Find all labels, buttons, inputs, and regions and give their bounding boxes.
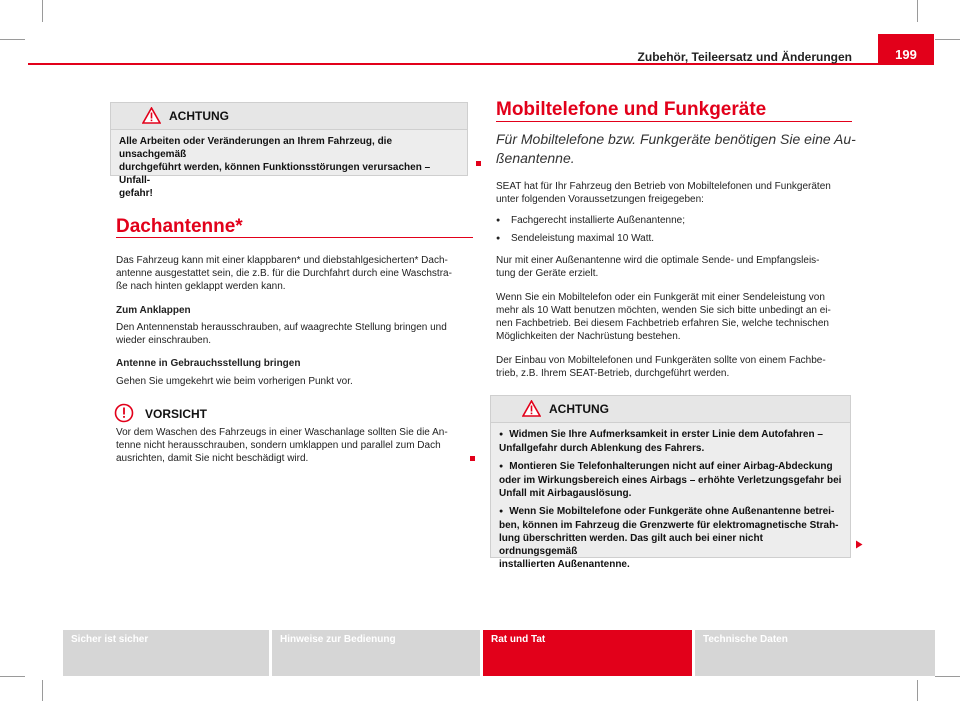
text-line: ße nach hinten geklappt werden kann. <box>116 281 286 292</box>
anklappen-paragraph <box>116 321 476 347</box>
crop-mark <box>42 680 43 701</box>
warning-item <box>499 428 842 455</box>
text-line: mehr als 10 Watt benutzen möchten, wenden Sie sich bitte unbedingt an ei- <box>496 305 831 316</box>
text-line: Für Mobiltelefone bzw. Funkgeräte benötigen Sie eine Au- <box>496 131 856 147</box>
heading-underline <box>116 237 473 238</box>
text-line: Montieren Sie Telefonhalterungen nicht auf einer Airbag-Abdeckung <box>509 461 833 472</box>
heading-dachantenne: Dachantenne* <box>116 216 243 237</box>
gebrauchsstellung-text: Gehen Sie umgekehrt wie beim vorherigen Punkt vor. <box>116 376 353 387</box>
warning-title: ACHTUNG <box>549 402 609 416</box>
caution-paragraph <box>116 426 476 465</box>
text-line: oder im Wirkungsbereich eines Airbags – erhöhte Verletzungsgefahr bei <box>499 475 842 486</box>
text-line: tung der Geräte erzielt. <box>496 268 599 279</box>
warning-text-line: gefahr! <box>119 188 153 199</box>
nav-tab-technische-daten[interactable]: Technische Daten <box>695 630 935 676</box>
caution-title: VORSICHT <box>145 407 208 421</box>
paragraph-einbau <box>496 354 858 380</box>
lead-paragraph <box>496 130 856 168</box>
text-line: Widmen Sie Ihre Aufmerksamkeit in erster Linie dem Autofahren – <box>509 429 823 440</box>
section-end-marker <box>476 161 481 166</box>
warning-triangle-icon <box>522 400 541 417</box>
warning-text-line: durchgeführt werden, können Funktionsstörungen verursachen – Unfall- <box>119 162 431 186</box>
heading-mobiltelefone: Mobiltelefone und Funkgeräte <box>496 99 767 120</box>
text-line: Nur mit einer Außenantenne wird die optimale Sende- und Empfangsleis- <box>496 255 820 266</box>
crop-mark <box>42 0 43 22</box>
crop-mark <box>0 39 25 40</box>
list-item-text: Fachgerecht installierte Außenantenne; <box>511 215 685 226</box>
text-line: ben, können im Fahrzeug die Grenzwerte für elektromagnetische Strah- <box>499 520 839 531</box>
paragraph-sendeleistung <box>496 291 858 343</box>
page-title: Zubehör, Teileersatz und Änderungen <box>637 50 852 64</box>
text-line: Unfallgefahr durch Ablenkung des Fahrers. <box>499 443 705 454</box>
list-item-text: Sendeleistung maximal 10 Watt. <box>511 233 655 244</box>
text-line: Wenn Sie ein Mobiltelefon oder ein Funkgerät mit einer Sendeleistung von <box>496 292 825 303</box>
caution-icon <box>114 403 134 423</box>
text-line: nen Fachbetrieb. Bei diesem Fachbetrieb erfahren Sie, welche technischen <box>496 318 829 329</box>
warning-title: ACHTUNG <box>169 109 229 123</box>
crop-mark <box>917 680 918 701</box>
text-line: lung überschritten werden. Das gilt auch bei einer nicht ordnungsgemäß <box>499 533 763 557</box>
text-line: wieder einschrauben. <box>116 335 212 346</box>
text-line: unter folgenden Voraussetzungen freigegeben: <box>496 194 704 205</box>
intro-paragraph <box>116 254 476 293</box>
list-item: ● Sendeleistung maximal 10 Watt. <box>496 233 655 244</box>
nav-tab-rat-und-tat[interactable]: Rat und Tat <box>483 630 692 676</box>
warning-item <box>499 460 842 500</box>
subheading-anklappen: Zum Anklappen <box>116 305 191 316</box>
text-line: Vor dem Waschen des Fahrzeugs in einer Waschanlage sollten Sie die An- <box>116 427 448 438</box>
list-item: ● Fachgerecht installierte Außenantenne; <box>496 215 685 226</box>
warning-box-achtung <box>490 395 851 570</box>
paragraph-aussenantenne <box>496 254 858 280</box>
text-line: Der Einbau von Mobiltelefonen und Funkgeräten sollte von einem Fachbe- <box>496 355 826 366</box>
text-line: SEAT hat für Ihr Fahrzeug den Betrieb von Mobiltelefonen und Funkgeräten <box>496 181 831 192</box>
crop-mark <box>0 676 25 677</box>
paragraph-freigabe <box>496 180 858 206</box>
warning-item <box>499 505 842 571</box>
nav-tab-hinweise-zur-bedienung[interactable]: Hinweise zur Bedienung <box>272 630 480 676</box>
text-line: Das Fahrzeug kann mit einer klappbaren* und diebstahlgesicherten* Dach- <box>116 255 448 266</box>
crop-mark <box>935 39 960 40</box>
text-line: Möglichkeiten der Nachrüstung bestehen. <box>496 331 681 342</box>
text-line: trieb, z.B. Ihrem SEAT-Betrieb, durchgeführt werden. <box>496 368 730 379</box>
page-number: 199 <box>895 47 917 62</box>
crop-mark <box>935 676 960 677</box>
continue-arrow-icon <box>855 540 863 549</box>
text-line: Wenn Sie Mobiltelefone oder Funkgeräte ohne Außenantenne betrei- <box>509 506 835 517</box>
subheading-gebrauchsstellung: Antenne in Gebrauchsstellung bringen <box>116 358 301 369</box>
text-line: ausrichten, damit Sie nicht beschädigt wird. <box>116 453 309 464</box>
heading-underline <box>496 121 852 122</box>
text-line: tenne nicht herausschrauben, sondern umklappen und parallel zum Dach <box>116 440 441 451</box>
text-line: Den Antennenstab herausschrauben, auf waagrechte Stellung bringen und <box>116 322 447 333</box>
text-line: Unfall mit Airbagauslösung. <box>499 488 632 499</box>
nav-tab-sicher-ist-sicher[interactable]: Sicher ist sicher <box>63 630 269 676</box>
warning-text-line: Alle Arbeiten oder Veränderungen an Ihrem Fahrzeug, die unsachgemäß <box>119 136 393 160</box>
warning-box-achtung <box>110 102 468 199</box>
warning-triangle-icon <box>142 107 161 124</box>
crop-mark <box>917 0 918 22</box>
section-end-marker <box>470 456 475 461</box>
text-line: antenne ausgestattet sein, die z.B. für die Durchfahrt durch eine Waschstra- <box>116 268 452 279</box>
text-line: installierten Außenantenne. <box>499 559 630 570</box>
text-line: ßenantenne. <box>496 150 575 166</box>
